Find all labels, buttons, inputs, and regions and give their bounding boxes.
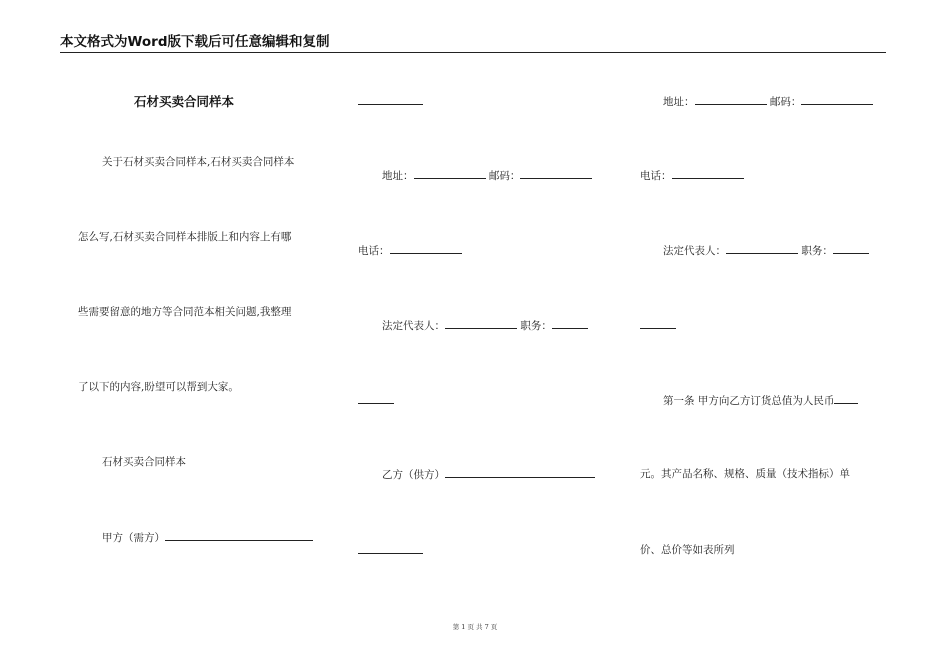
party-b-label: 乙方（供方） [382,469,445,481]
page-number: 第 1 页 共 7 页 [452,623,498,631]
paragraph-line: 怎么写,石材买卖合同样本排版上和内容上有哪 [78,231,292,243]
blank-underline [358,94,423,105]
address-label: 地址： [663,96,695,108]
legal-rep-line [382,318,588,333]
blank-line [358,393,394,408]
blank-underline [358,543,423,554]
legal-rep-line [663,243,869,258]
party-a-line [102,530,313,545]
phone-line [358,243,462,258]
address-line [663,94,873,109]
paragraph-line: 些需要留意的地方等合同范本相关问题,我整理 [78,306,292,318]
postcode-blank [801,94,873,105]
paragraph-line: 了以下的内容,盼望可以帮到大家。 [78,381,239,393]
article-1-text: 第一条 甲方向乙方订货总值为人民币 [663,395,835,407]
phone-blank [390,243,462,254]
section-heading: 石材买卖合同样本 [102,456,186,468]
postcode-label: 邮码： [488,170,521,182]
address-label: 地址： [382,170,414,182]
legal-rep-label: 法定代表人： [663,245,726,257]
position-label: 职务： [801,245,833,257]
legal-rep-blank [726,243,798,254]
legal-rep-blank [445,318,517,329]
amount-blank [834,393,858,404]
address-blank [695,94,767,105]
address-line [382,168,592,183]
blank-underline [640,318,676,329]
blank-line [358,94,423,109]
address-blank [414,168,486,179]
phone-label: 电话： [640,170,672,182]
article-1-line [663,393,858,408]
blank-line [640,318,676,333]
position-label: 职务： [520,320,552,332]
position-blank [833,243,869,254]
document-header [60,34,886,53]
party-b-line [382,467,595,482]
blank-underline [358,393,394,404]
position-blank [552,318,588,329]
article-1-end: 价、总价等如表所列 [640,544,735,556]
document-title: 石材买卖合同样本 [134,94,235,109]
postcode-label: 邮码： [769,96,802,108]
party-a-label: 甲方（需方） [102,532,165,544]
header-text: 本文格式为Word版下载后可任意编辑和复制 [60,34,330,50]
postcode-blank [520,168,592,179]
phone-line [640,168,744,183]
legal-rep-label: 法定代表人： [382,320,445,332]
phone-label: 电话： [358,245,390,257]
party-b-blank [445,467,595,478]
blank-line [358,543,423,558]
party-a-blank [165,530,313,541]
article-1-continuation: 元。其产品名称、规格、质量（技术指标）单 [640,468,850,480]
phone-blank [672,168,744,179]
paragraph-line: 关于石材买卖合同样本,石材买卖合同样本 [102,156,295,168]
